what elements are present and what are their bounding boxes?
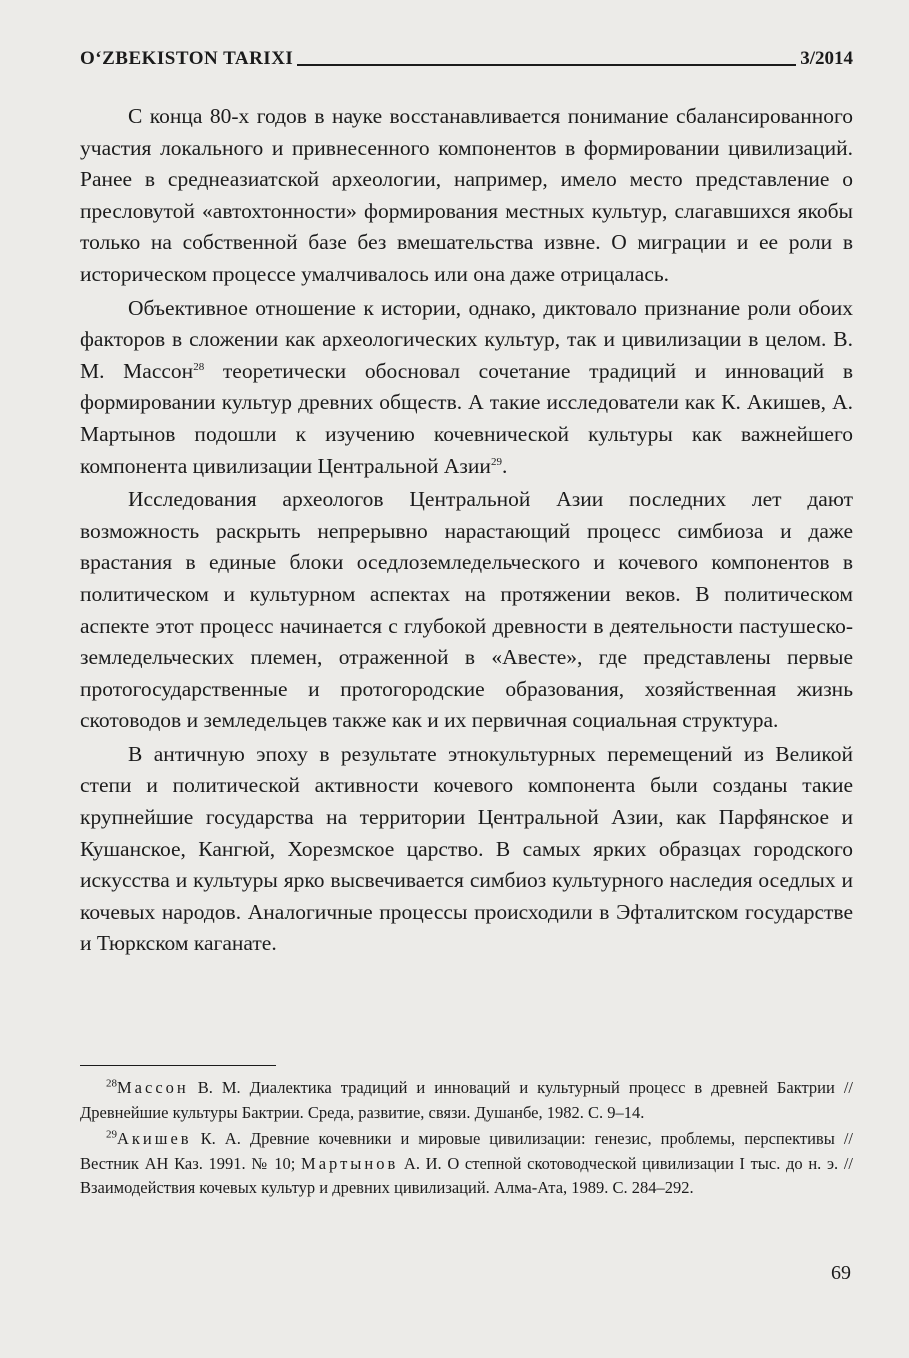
running-header	[80, 44, 853, 70]
footnote	[80, 1127, 853, 1201]
paragraph: В античную эпоху в результате этнокультурных перемещений из Великой степи и политической активности кочевого компонента были созданы такие крупнейшие государства на территории Центральной Азии, как Парфянское и Кушанское, Кангюй, Хорезмское царство. В самых ярких образцах городского искусства и культуры ярко высвечивается симбиоз культурного наследия оседлых и кочевых народов. Аналогичные процессы происходили в Эфталитском государстве и Тюркском каганате.	[80, 741, 853, 956]
footnote-ref[interactable]: 28	[193, 360, 205, 373]
footnote-text: В. М. Диалектика традиций и инноваций и культурный процесс в древней Бактрии // Древнейшие культуры Бактрии. Среда, развитие, связи. Душанбе, 1982. С. 9–14.	[80, 1078, 853, 1122]
page-number: 69	[831, 1262, 851, 1284]
paragraph: С конца 80-х годов в науке восстанавливается понимание сбалансированного участия локального и привнесенного компонентов в формировании цивилизаций. Ранее в среднеазиатской археологии, например, имело место представление о пресловутой «автохтонности» формирования местных культур, слагавшихся якобы только на собственной базе без вмешательства извне. О миграции и ее роли в историческом процессе умалчивалось или она даже отрицалась.	[80, 104, 853, 286]
footnote	[80, 1076, 853, 1125]
paragraph-text: Объективное отношение к истории, однако, диктовало признание роли обоих факторов в сложении как археологических культур, так и цивилизации в целом. В. М. Массон	[80, 295, 853, 383]
issue-number: 3/2014	[800, 48, 853, 69]
footnote-text: А. И. О степной скотоводческой цивилизации I тыс. до н. э. // Взаимодействия кочевых культур и древних цивилизаций. Алма-Ата, 1989. С. 284–292.	[80, 1153, 853, 1197]
footnotes	[80, 1076, 853, 1203]
paragraph-text: .	[501, 453, 508, 478]
journal-title: O‘ZBEKISTON TARIXI	[80, 48, 294, 69]
paragraph-text: теоретически обосновал сочетание традиций и инноваций в формировании культур древних обществ. А такие исследователи как К. Акишев, А. Мартынов подошли к изучению кочевнической культуры как важнейшего компонента цивилизации Центральной Азии	[80, 358, 853, 478]
footnote-number: 29	[106, 1128, 117, 1141]
footnote-author: Акишев	[117, 1129, 192, 1148]
paragraph: Исследования археологов Центральной Азии последних лет дают возможность раскрыть непрерывно нарастающий процесс симбиоза и даже врастания в единые блоки оседлоземледельческого и кочевого компонентов в политическом и культурном аспектах на протяжении веков. В политическом аспекте этот процесс начинается с глубокой древности в деятельности пастушеско-земледельческих племен, отраженной в «Авесте», где представлены первые протогосударственные и протогородские образования, хозяйственная жизнь скотоводов и земледельцев также как и их первичная социальная структура.	[80, 487, 853, 733]
footnote-author: Массон	[117, 1078, 189, 1097]
paragraph	[80, 293, 853, 483]
article-body	[80, 101, 853, 960]
footnote-author: Мартынов	[301, 1153, 399, 1173]
footnote-ref[interactable]: 29	[490, 455, 502, 468]
footnote-separator	[80, 1065, 276, 1066]
header-rule	[297, 64, 796, 66]
footnote-text: К. А. Древние кочевники и мировые цивилизации: генезис, проблемы, перспективы // Вестник АН Каз. 1991. № 10;	[80, 1129, 853, 1173]
footnote-number: 28	[106, 1077, 117, 1090]
